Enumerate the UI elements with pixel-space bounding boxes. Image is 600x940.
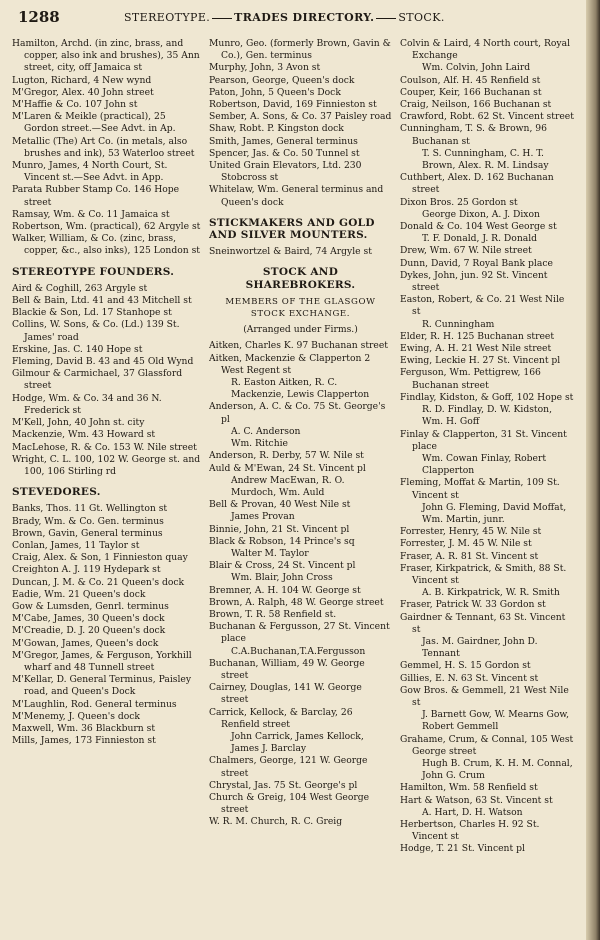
directory-entry: Donald & Co. 104 West George st: [400, 221, 557, 233]
directory-entry: R. Cunningham: [422, 318, 495, 330]
directory-entry: Craig, Neilson, 166 Buchanan st: [400, 99, 552, 111]
directory-entry: Wright, C. L. 100, 102 W. George st. and 100, 106 Stirling rd: [12, 453, 201, 477]
directory-entry: Hart & Watson, 63 St. Vincent st: [400, 794, 553, 806]
directory-entry: A. B. Kirkpatrick, W. R. Smith: [422, 587, 560, 599]
directory-entry: George Dixon, A. J. Dixon: [422, 208, 540, 220]
directory-entry: Wm. Cowan Finlay, Robert Clapperton: [422, 452, 547, 477]
directory-entry: Maxwell, Wm. 36 Blackburn st: [12, 722, 156, 734]
directory-entry: Craig, Alex. & Son, 1 Finnieston quay: [12, 552, 188, 564]
directory-entry: M'Haffie & Co. 107 John st: [12, 99, 138, 111]
column-left: [12, 38, 202, 938]
page-number: 1288: [18, 8, 60, 26]
directory-entry: Shaw, Robt. P. Kingston dock: [209, 123, 344, 135]
section-heading-stereotype-founders: STEREOTYPE FOUNDERS.: [12, 265, 175, 278]
directory-entry: Parata Rubber Stamp Co. 146 Hope street: [12, 184, 180, 208]
stevedores-continued-list: [209, 38, 392, 209]
directory-entry: Gow Bros. & Gemmell, 21 West Nile st: [400, 684, 569, 708]
directory-entry: Ewing, A. H. 21 West Nile street: [400, 343, 552, 355]
directory-entry: Robertson, David, 169 Finnieston st: [209, 99, 377, 111]
directory-entry: Hugh B. Crum, K. H. M. Connal, John G. Crum: [422, 757, 573, 782]
directory-entry: Forrester, Henry, 45 W. Nile st: [400, 526, 542, 538]
directory-entry: Auld & M'Ewan, 24 St. Vincent pl: [209, 462, 366, 474]
directory-entry: M'Kellar, D. General Terminus, Paisley road, and Queen's Dock: [12, 674, 192, 698]
directory-entry: M'Gowan, James, Queen's dock: [12, 637, 159, 649]
directory-entry: Carrick, Kellock, & Barclay, 26 Renfield street: [209, 706, 353, 730]
brokers-subheading: MEMBERS OF THE GLASGOW STOCK EXCHANGE.: [225, 296, 376, 320]
directory-entry: Brown, A. Ralph, 48 W. George street: [209, 596, 384, 608]
directory-entry: W. R. M. Church, R. C. Greig: [209, 816, 343, 828]
directory-entry: United Grain Elevators, Ltd. 230 Stobcross st: [209, 160, 362, 184]
directory-entry: Paton, John, 5 Queen's Dock: [209, 86, 341, 98]
directory-entry: Eadie, Wm. 21 Queen's dock: [12, 588, 146, 600]
directory-entry: Metallic (The) Art Co. (in metals, also brushes and ink), 53 Waterloo street: [12, 135, 195, 159]
directory-entry: Anderson, R. Derby, 57 W. Nile st: [209, 450, 364, 462]
directory-entry: Lugton, Richard, 4 New wynd: [12, 74, 152, 86]
directory-entry: Pearson, George, Queen's dock: [209, 74, 355, 86]
directory-entry: Duncan, J. M. & Co. 21 Queen's dock: [12, 576, 185, 588]
brokers-list: [209, 340, 392, 828]
directory-entry: A. Hart, D. H. Watson: [422, 806, 523, 818]
column-middle: [209, 38, 392, 938]
directory-entry: Drew, Wm. 67 W. Nile street: [400, 245, 532, 257]
running-head-title: TRADES DIRECTORY.: [234, 11, 375, 24]
directory-entry: Erskine, Jas. C. 140 Hope st: [12, 343, 143, 355]
directory-entry: Bell & Bain, Ltd. 41 and 43 Mitchell st: [12, 295, 192, 307]
column-right: [400, 38, 575, 938]
section-heading-stevedores: STEVEDORES.: [12, 486, 101, 499]
directory-entry: Colvin & Laird, 4 North court, Royal Exchange: [400, 38, 571, 62]
directory-entry: Aitken, Mackenzie & Clapperton 2 West Regent st: [209, 352, 371, 376]
directory-entry: Grahame, Crum, & Connal, 105 West George street: [400, 733, 574, 757]
directory-entry: Dixon Bros. 25 Gordon st: [400, 196, 518, 208]
directory-entry: Sneinwortzel & Baird, 74 Argyle st: [209, 246, 372, 258]
directory-entry: Whitelaw, Wm. General terminus and Queen's dock: [209, 184, 384, 208]
directory-entry: Brown, Gavin, General terminus: [12, 527, 163, 539]
directory-entry: Church & Greig, 104 West George street: [209, 791, 370, 816]
directory-entry: M'Laughlin, Rod. General terminus: [12, 698, 177, 710]
directory-entry: James Provan: [231, 511, 295, 523]
section-heading-stickmakers: STICKMAKERS AND GOLD AND SILVER MOUNTERS.: [209, 216, 375, 242]
directory-entry: Dunn, David, 7 Royal Bank place: [400, 257, 553, 269]
directory-entry: Crawford, Robt. 62 St. Vincent street: [400, 111, 574, 123]
directory-entry: Dykes, John, jun. 92 St. Vincent street: [400, 269, 548, 294]
directory-entry: Smith, James, General terminus: [209, 135, 358, 147]
directory-entry: Elder, R. H. 125 Buchanan street: [400, 330, 555, 342]
directory-entry: R. Easton Aitken, R. C. Mackenzie, Lewis Clapperton: [231, 377, 370, 401]
directory-entry: Blackie & Son, Ld. 17 Stanhope st: [12, 307, 172, 319]
stickmakers-list: [209, 246, 392, 258]
directory-entry: Andrew MacEwan, R. O. Murdoch, Wm. Auld: [231, 474, 345, 498]
directory-entry: Munro, Geo. (formerly Brown, Gavin & Co.), Gen. terminus: [209, 38, 391, 62]
directory-entry: Hodge, T. 21 St. Vincent pl: [400, 843, 525, 855]
directory-entry: Gemmel, H. S. 15 Gordon st: [400, 660, 531, 672]
directory-entry: Bremner, A. H. 104 W. George st: [209, 584, 361, 596]
brokers-continued-list: [400, 38, 575, 856]
directory-entry: Murphy, John, 3 Avon st: [209, 62, 321, 74]
directory-entry: Ferguson, Wm. Pettigrew, 166 Buchanan street: [400, 367, 541, 391]
running-head-right: STOCK.: [398, 11, 445, 24]
directory-entry: Brady, Wm. & Co. Gen. terminus: [12, 515, 164, 527]
directory-entry: Wm. Colvin, John Laird: [422, 62, 531, 74]
directory-entry: J. Barnett Gow, W. Mearns Gow, Robert Gemmell: [422, 709, 570, 733]
directory-entry: Wm. Ritchie: [231, 438, 288, 450]
directory-entry: Gilmour & Carmichael, 37 Glassford street: [12, 368, 183, 392]
directory-entry: Gow & Lumsden, Genrl. terminus: [12, 600, 169, 612]
directory-entry: Mackenzie, Wm. 43 Howard st: [12, 429, 156, 441]
directory-entry: Banks, Thos. 11 Gt. Wellington st: [12, 503, 168, 515]
directory-entry: M'Laren & Meikle (practical), 25 Gordon street.—See Advt. in Ap.: [12, 111, 176, 135]
directory-entry: C.A.Buchanan,T.A.Fergusson: [231, 645, 366, 657]
directory-entry: Blair & Cross, 24 St. Vincent pl: [209, 560, 356, 572]
directory-entry: T. S. Cunningham, C. H. T. Brown, Alex. R. M. Lindsay: [422, 147, 549, 172]
directory-entry: M'Gregor, James, & Ferguson, Yorkhill wharf and 48 Tunnell street: [12, 649, 192, 673]
directory-entry: Binnie, John, 21 St. Vincent pl: [209, 523, 350, 535]
directory-entry: Fleming, Moffat & Martin, 109 St. Vincent st: [400, 477, 560, 501]
directory-entry: R. D. Findlay, D. W. Kidston, Wm. H. Goff: [422, 404, 552, 428]
directory-entry: Finlay & Clapperton, 31 St. Vincent place: [400, 428, 567, 452]
directory-entry: John G. Fleming, David Moffat, Wm. Martin, junr.: [422, 501, 567, 525]
directory-entry: Chalmers, George, 121 W. George street: [209, 755, 368, 779]
directory-entry: Anderson, A. C. & Co. 75 St. George's pl: [209, 401, 386, 425]
directory-entry: Aird & Coghill, 263 Argyle st: [12, 282, 148, 294]
directory-entry: M'Menemy, J. Queen's dock: [12, 710, 140, 722]
directory-entry: Fleming, David B. 43 and 45 Old Wynd: [12, 356, 194, 368]
directory-entry: Findlay, Kidston, & Goff, 102 Hope st: [400, 391, 574, 403]
directory-entry: Bell & Provan, 40 West Nile st: [209, 499, 351, 511]
directory-entry: Forrester, J. M. 45 W. Nile st: [400, 538, 532, 550]
directory-entry: Chrystal, Jas. 75 St. George's pl: [209, 779, 358, 791]
directory-entry: Ramsay, Wm. & Co. 11 Jamaica st: [12, 208, 170, 220]
founders-list: [12, 283, 202, 478]
directory-entry: Walter M. Taylor: [231, 547, 309, 559]
directory-entry: Buchanan & Fergusson, 27 St. Vincent place: [209, 621, 390, 645]
directory-entry: Jas. M. Gairdner, John D. Tennant: [422, 635, 538, 660]
page-header: [0, 8, 600, 30]
directory-entry: Walker, William, & Co. (zinc, brass, copper, &c., also inks), 125 London st: [12, 233, 200, 257]
directory-entry: Brown, T. R. 58 Renfield st.: [209, 608, 337, 620]
directory-entry: Cuthbert, Alex. D. 162 Buchanan street: [400, 172, 554, 196]
directory-entry: M'Cabe, James, 30 Queen's dock: [12, 613, 165, 625]
directory-entry: Aitken, Charles K. 97 Buchanan street: [209, 340, 388, 352]
directory-entry: Conlan, James, 11 Taylor st: [12, 539, 140, 551]
directory-entry: Wm. Blair, John Cross: [231, 572, 333, 584]
running-head-left: STEREOTYPE.: [124, 11, 211, 24]
directory-entry: Mills, James, 173 Finnieston st: [12, 735, 156, 747]
directory-entry: Cunningham, T. S. & Brown, 96 Buchanan st: [400, 123, 547, 147]
directory-entry: Couper, Keir, 166 Buchanan st: [400, 86, 542, 98]
directory-entry: Easton, Robert, & Co. 21 West Nile st: [400, 294, 565, 318]
directory-entry: Ewing, Leckie H. 27 St. Vincent pl: [400, 355, 561, 367]
directory-entry: John Carrick, James Kellock, James J. Barclay: [231, 730, 364, 755]
directory-entry: Fraser, Kirkpatrick, & Smith, 88 St. Vincent st: [400, 562, 567, 586]
directory-entry: Cairney, Douglas, 141 W. George street: [209, 682, 362, 706]
directory-entry: T. F. Donald, J. R. Donald: [422, 233, 538, 245]
page-binding-edge: [586, 0, 600, 940]
stevedores-list: [12, 503, 202, 747]
directory-entry: Gillies, E. N. 63 St. Vincent st: [400, 672, 539, 684]
directory-entry: Robertson, Wm. (practical), 62 Argyle st: [12, 221, 201, 233]
directory-entry: Sember, A. Sons, & Co. 37 Paisley road: [209, 111, 392, 123]
running-head: [124, 11, 574, 24]
directory-entry: M'Gregor, Alex. 40 John street: [12, 86, 154, 98]
directory-entry: M'Kell, John, 40 John st. city: [12, 417, 145, 429]
directory-entry: Fraser, Patrick W. 33 Gordon st: [400, 599, 546, 611]
directory-entry: Hodge, Wm. & Co. 34 and 36 N. Frederick st: [12, 392, 162, 416]
directory-entry: Hamilton, Archd. (in zinc, brass, and copper, also ink and brushes), 35 Ann street, city, off Jamaica st: [12, 38, 200, 74]
directory-entry: Herbertson, Charles H. 92 St. Vincent st: [400, 819, 540, 843]
directory-entry: MacLehose, R. & Co. 153 W. Nile street: [12, 441, 197, 453]
directory-entry: Fraser, A. R. 81 St. Vincent st: [400, 550, 539, 562]
directory-entry: Coulson, Alf. H. 45 Renfield st: [400, 74, 541, 86]
directory-entry: Gairdner & Tennant, 63 St. Vincent st: [400, 611, 566, 635]
brokers-note: (Arranged under Firms.): [243, 324, 358, 336]
directory-entry: Munro, James, 4 North Court, St. Vincent st.—See Advt. in App.: [12, 160, 168, 184]
directory-entry: M'Creadie, D. J. 20 Queen's dock: [12, 625, 166, 637]
directory-entry: Buchanan, William, 49 W. George street: [209, 657, 365, 681]
directory-entry: Creighton A. J. 119 Hydepark st: [12, 564, 161, 576]
directory-entry: Collins, W. Sons, & Co. (Ld.) 139 St. James' road: [12, 319, 180, 343]
directory-entry: A. C. Anderson: [231, 425, 301, 437]
directory-entry: Black & Robson, 14 Prince's sq: [209, 535, 355, 547]
section-heading-stock-brokers: STOCK AND SHAREBROKERS.: [245, 266, 356, 291]
directory-entry: Hamilton, Wm. 58 Renfield st: [400, 782, 538, 794]
directory-entry: Spencer, Jas. & Co. 50 Tunnel st: [209, 147, 360, 159]
stereotype-list: [12, 38, 202, 258]
